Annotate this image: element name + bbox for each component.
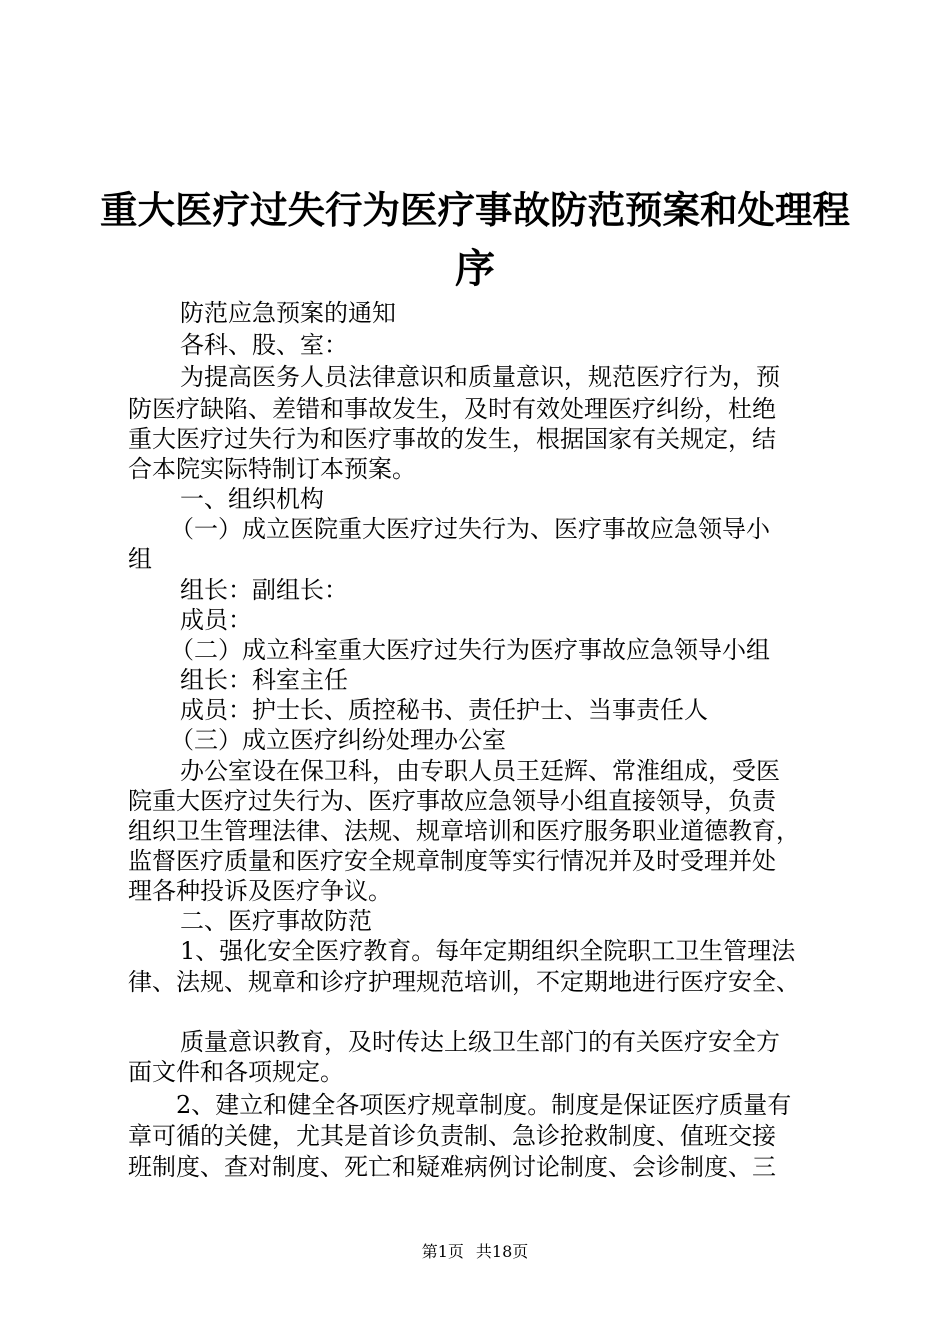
text-line: 1、强化安全医疗教育。每年定期组织全院职工卫生管理法 [180,937,796,965]
text-line: （二）成立科室重大医疗过失行为医疗事故应急领导小组 [170,636,770,664]
text-line: 办公室设在保卫科，由专职人员王廷辉、常淮组成，受医 [180,757,780,785]
text-line: 防医疗缺陷、差错和事故发生，及时有效处理医疗纠纷，杜绝 [128,395,776,423]
text-line: 成员：护士长、质控秘书、责任护士、当事责任人 [180,696,708,724]
text-line: 组织卫生管理法律、法规、规章培训和医疗服务职业道德教育， [128,817,800,845]
text-line: 二、医疗事故防范 [180,907,372,935]
page-number: 第1页 [421,1242,464,1261]
text-line: 成员： [180,606,252,634]
text-line: 为提高医务人员法律意识和质量意识，规范医疗行为，预 [180,363,780,391]
page-total: 共18页 [475,1242,529,1261]
text-line: 重大医疗过失行为和医疗事故的发生，根据国家有关规定，结 [128,425,776,453]
text-line: 律、法规、规章和诊疗护理规范培训，不定期地进行医疗安全、 [128,968,800,996]
text-line: 一、组织机构 [180,485,324,513]
text-line: 组 [128,545,152,573]
text-line: 班制度、查对制度、死亡和疑难病例讨论制度、会诊制度、三 [128,1153,776,1181]
text-line: 防范应急预案的通知 [180,299,396,327]
text-line: 各科、股、室： [180,331,348,359]
text-line: （一）成立医院重大医疗过失行为、医疗事故应急领导小 [170,515,770,543]
page-footer [0,1242,950,1262]
document-title-line-2: 序 [455,245,495,292]
text-line: 组长：副组长： [180,576,348,604]
text-line: 组长：科室主任 [180,666,348,694]
text-line: 章可循的关健，尤其是首诊负责制、急诊抢救制度、值班交接 [128,1122,776,1150]
text-line: 质量意识教育，及时传达上级卫生部门的有关医疗安全方 [180,1028,780,1056]
text-line: 院重大医疗过失行为、医疗事故应急领导小组直接领导，负责 [128,787,776,815]
text-line: 理各种投诉及医疗争议。 [128,877,392,905]
text-line: 2、建立和健全各项医疗规章制度。制度是保证医疗质量有 [176,1091,792,1119]
text-line: 面文件和各项规定。 [128,1058,344,1086]
text-line: 监督医疗质量和医疗安全规章制度等实行情况并及时受理并处 [128,847,776,875]
text-line: 合本院实际特制订本预案。 [128,455,416,483]
text-line: （三）成立医疗纠纷处理办公室 [170,726,506,754]
document-title-line-1: 重大医疗过失行为医疗事故防范预案和处理程 [100,188,850,232]
